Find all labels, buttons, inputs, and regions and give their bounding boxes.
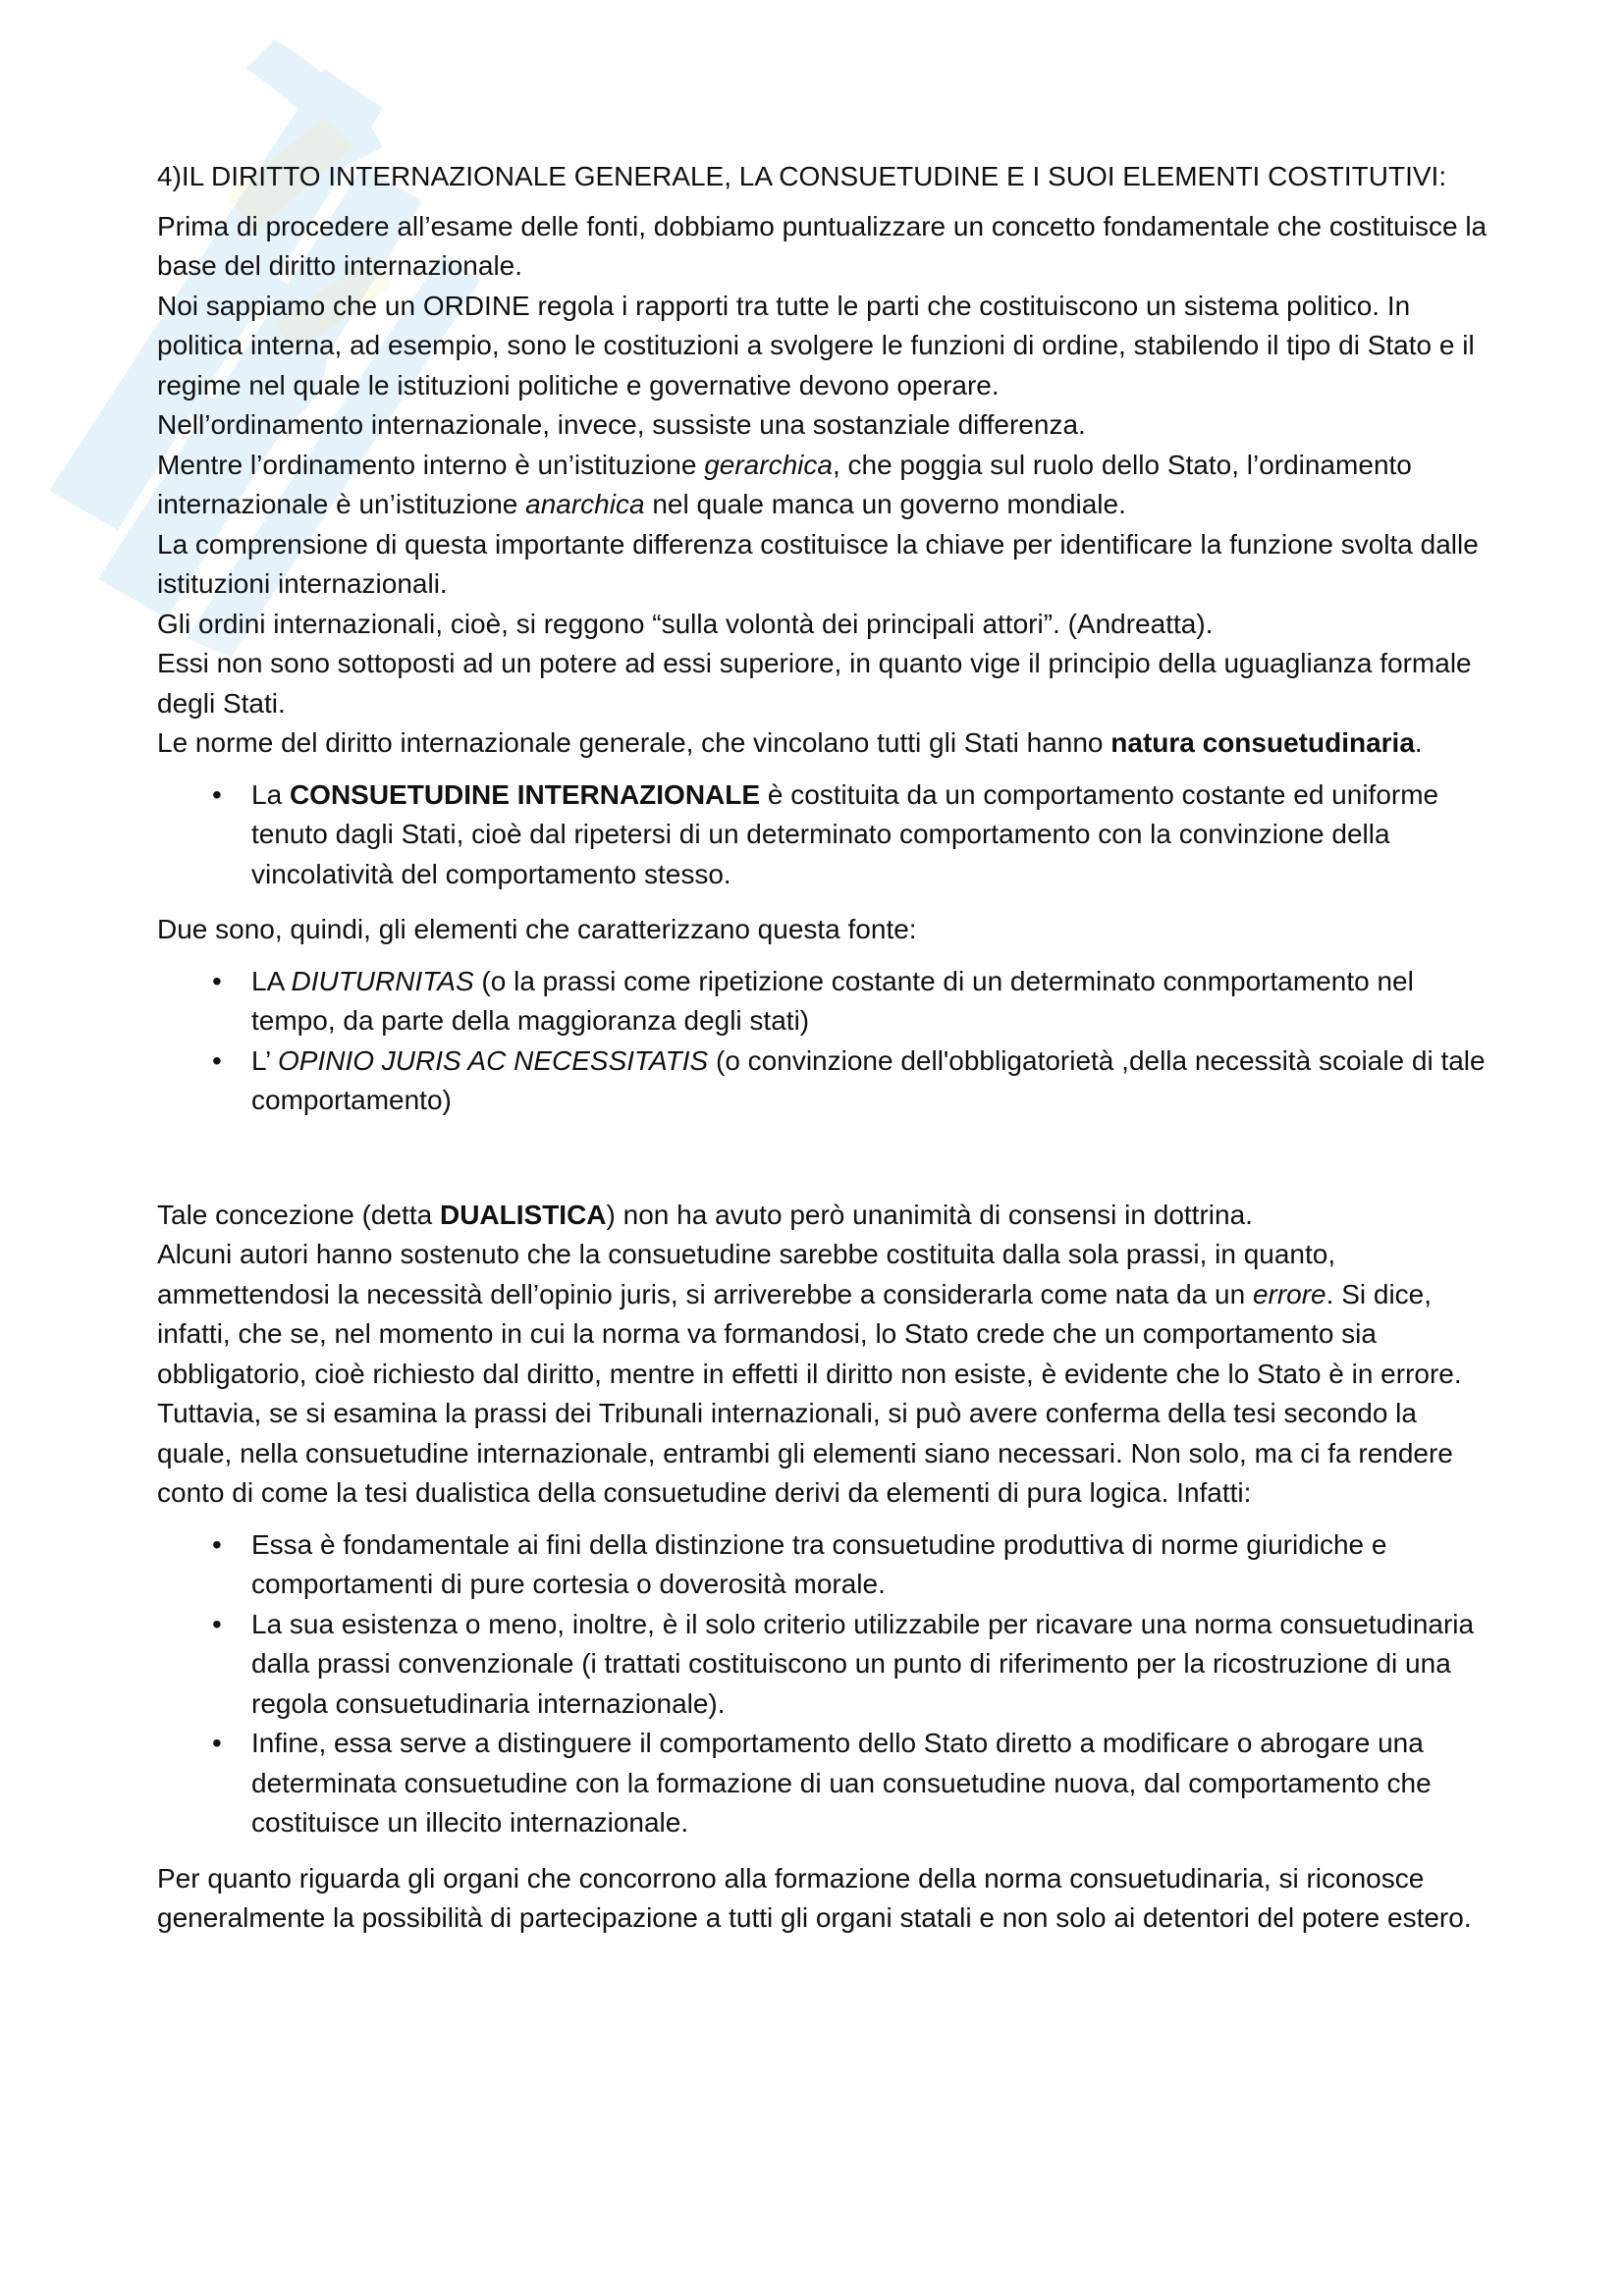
element-diuturnitas: • LA DIUTURNITAS (o la prassi come ripetizione costante di un determinato conmportamento nel tempo, da parte della maggioranza degli stati) — [251, 962, 1492, 1041]
intro-paragraph-7: Essi non sono sottoposti ad un potere ad essi superiore, in quanto vige il principio della uguaglianza formale degli Stati. — [157, 648, 1472, 719]
elements-list — [157, 962, 1492, 1121]
document-page — [157, 157, 1492, 1939]
dualistic-paragraph-2: Alcuni autori hanno sostenuto che la consuetudine sarebbe costituita dalla sola prassi, in quanto, ammettendosi la necessità dell’opinio juris, si arriverebbe a considerarla come nata da un errore. Si dice, infatti, che se, nel momento in cui la norma va formandosi, lo Stato crede che un comportamento sia obbligatorio, cioè richiesto dal diritto, mentre in effetti il diritto non esiste, è evidente che lo Stato è in errore. — [157, 1239, 1462, 1389]
definition-item: • La CONSUETUDINE INTERNAZIONALE è costituita da un comportamento costante ed uniforme tenuto dagli Stati, cioè dal ripetersi di un determinato comportamento con la convinzione della vincolatività del comportamento stesso. — [251, 775, 1492, 895]
intro-paragraph-8: Le norme del diritto internazionale generale, che vincolano tutti gli Stati hanno natura consuetudinaria. — [157, 727, 1423, 758]
element-opinio-juris: • L’ OPINIO JURIS AC NECESSITATIS (o convinzione dell'obbligatorietà ,della necessità scoiale di tale comportamento) — [251, 1041, 1492, 1121]
spacer — [157, 1137, 1492, 1196]
elements-intro: Due sono, quindi, gli elementi che caratterizzano questa fonte: — [157, 914, 917, 944]
intro-paragraph-3: Nell’ordinamento internazionale, invece, sussiste una sostanziale differenza. — [157, 409, 1086, 440]
reason-item: • La sua esistenza o meno, inoltre, è il solo criterio utilizzabile per ricavare una norma consuetudinaria dalla prassi convenzionale (i trattati costituiscono un punto di riferimento per la ricostruzione di una regola consuetudinaria internazionale). — [251, 1605, 1492, 1725]
dualistic-paragraph-3: Tuttavia, se si esamina la prassi dei Tribunali internazionali, si può avere conferma della tesi secondo la quale, nella consuetudine internazionale, entrambi gli elementi siano necessari. Non solo, ma ci fa rendere conto di come la tesi dualistica della consuetudine derivi da elementi di pura logica. Infatti: — [157, 1398, 1453, 1508]
closing-paragraph: Per quanto riguarda gli organi che concorrono alla formazione della norma consuetudinaria, si riconosce generalmente la possibilità di partecipazione a tutti gli organi statali e non solo ai detentori del potere estero. — [157, 1862, 1472, 1933]
intro-paragraph-6: Gli ordini internazionali, cioè, si reggono “sulla volontà dei principali attori”. (Andreatta). — [157, 608, 1214, 639]
intro-paragraph-5: La comprensione di questa importante differenza costituisce la chiave per identificare la funzione svolta dalle istituzioni internazionali. — [157, 528, 1479, 599]
reasons-list — [157, 1525, 1492, 1843]
reason-item: • Infine, essa serve a distinguere il comportamento dello Stato diretto a modificare o abrogare una determinata consuetudine con la formazione di uan consuetudine nuova, dal comportamento che costituisce un illecito internazionale. — [251, 1724, 1492, 1843]
intro-paragraph-1: Prima di procedere all’esame delle fonti, dobbiamo puntualizzare un concetto fondamentale che costituisce la base del diritto internazionale. — [157, 210, 1488, 281]
intro-paragraph-4: Mentre l’ordinamento interno è un’istituzione gerarchica, che poggia sul ruolo dello Stato, l’ordinamento internazionale è un’istituzione anarchica nel quale manca un governo mondiale. — [157, 449, 1412, 519]
definition-list — [157, 775, 1492, 895]
section-title: 4)IL DIRITTO INTERNAZIONALE GENERALE, LA CONSUETUDINE E I SUOI ELEMENTI COSTITUTIVI: — [157, 161, 1447, 191]
reason-item: • Essa è fondamentale ai fini della distinzione tra consuetudine produttiva di norme giuridiche e comportamenti di pure cortesia o doverosità morale. — [251, 1525, 1492, 1605]
intro-paragraph-2: Noi sappiamo che un ORDINE regola i rapporti tra tutte le parti che costituiscono un sistema politico. In politica interna, ad esempio, sono le costituzioni a svolgere le funzioni di ordine, stabilendo il tipo di Stato e il regime nel quale le istituzioni politiche e governative devono operare. — [157, 290, 1475, 400]
dualistic-paragraph-1: Tale concezione (detta DUALISTICA) non ha avuto però unanimità di consensi in dottrina. — [157, 1199, 1253, 1230]
